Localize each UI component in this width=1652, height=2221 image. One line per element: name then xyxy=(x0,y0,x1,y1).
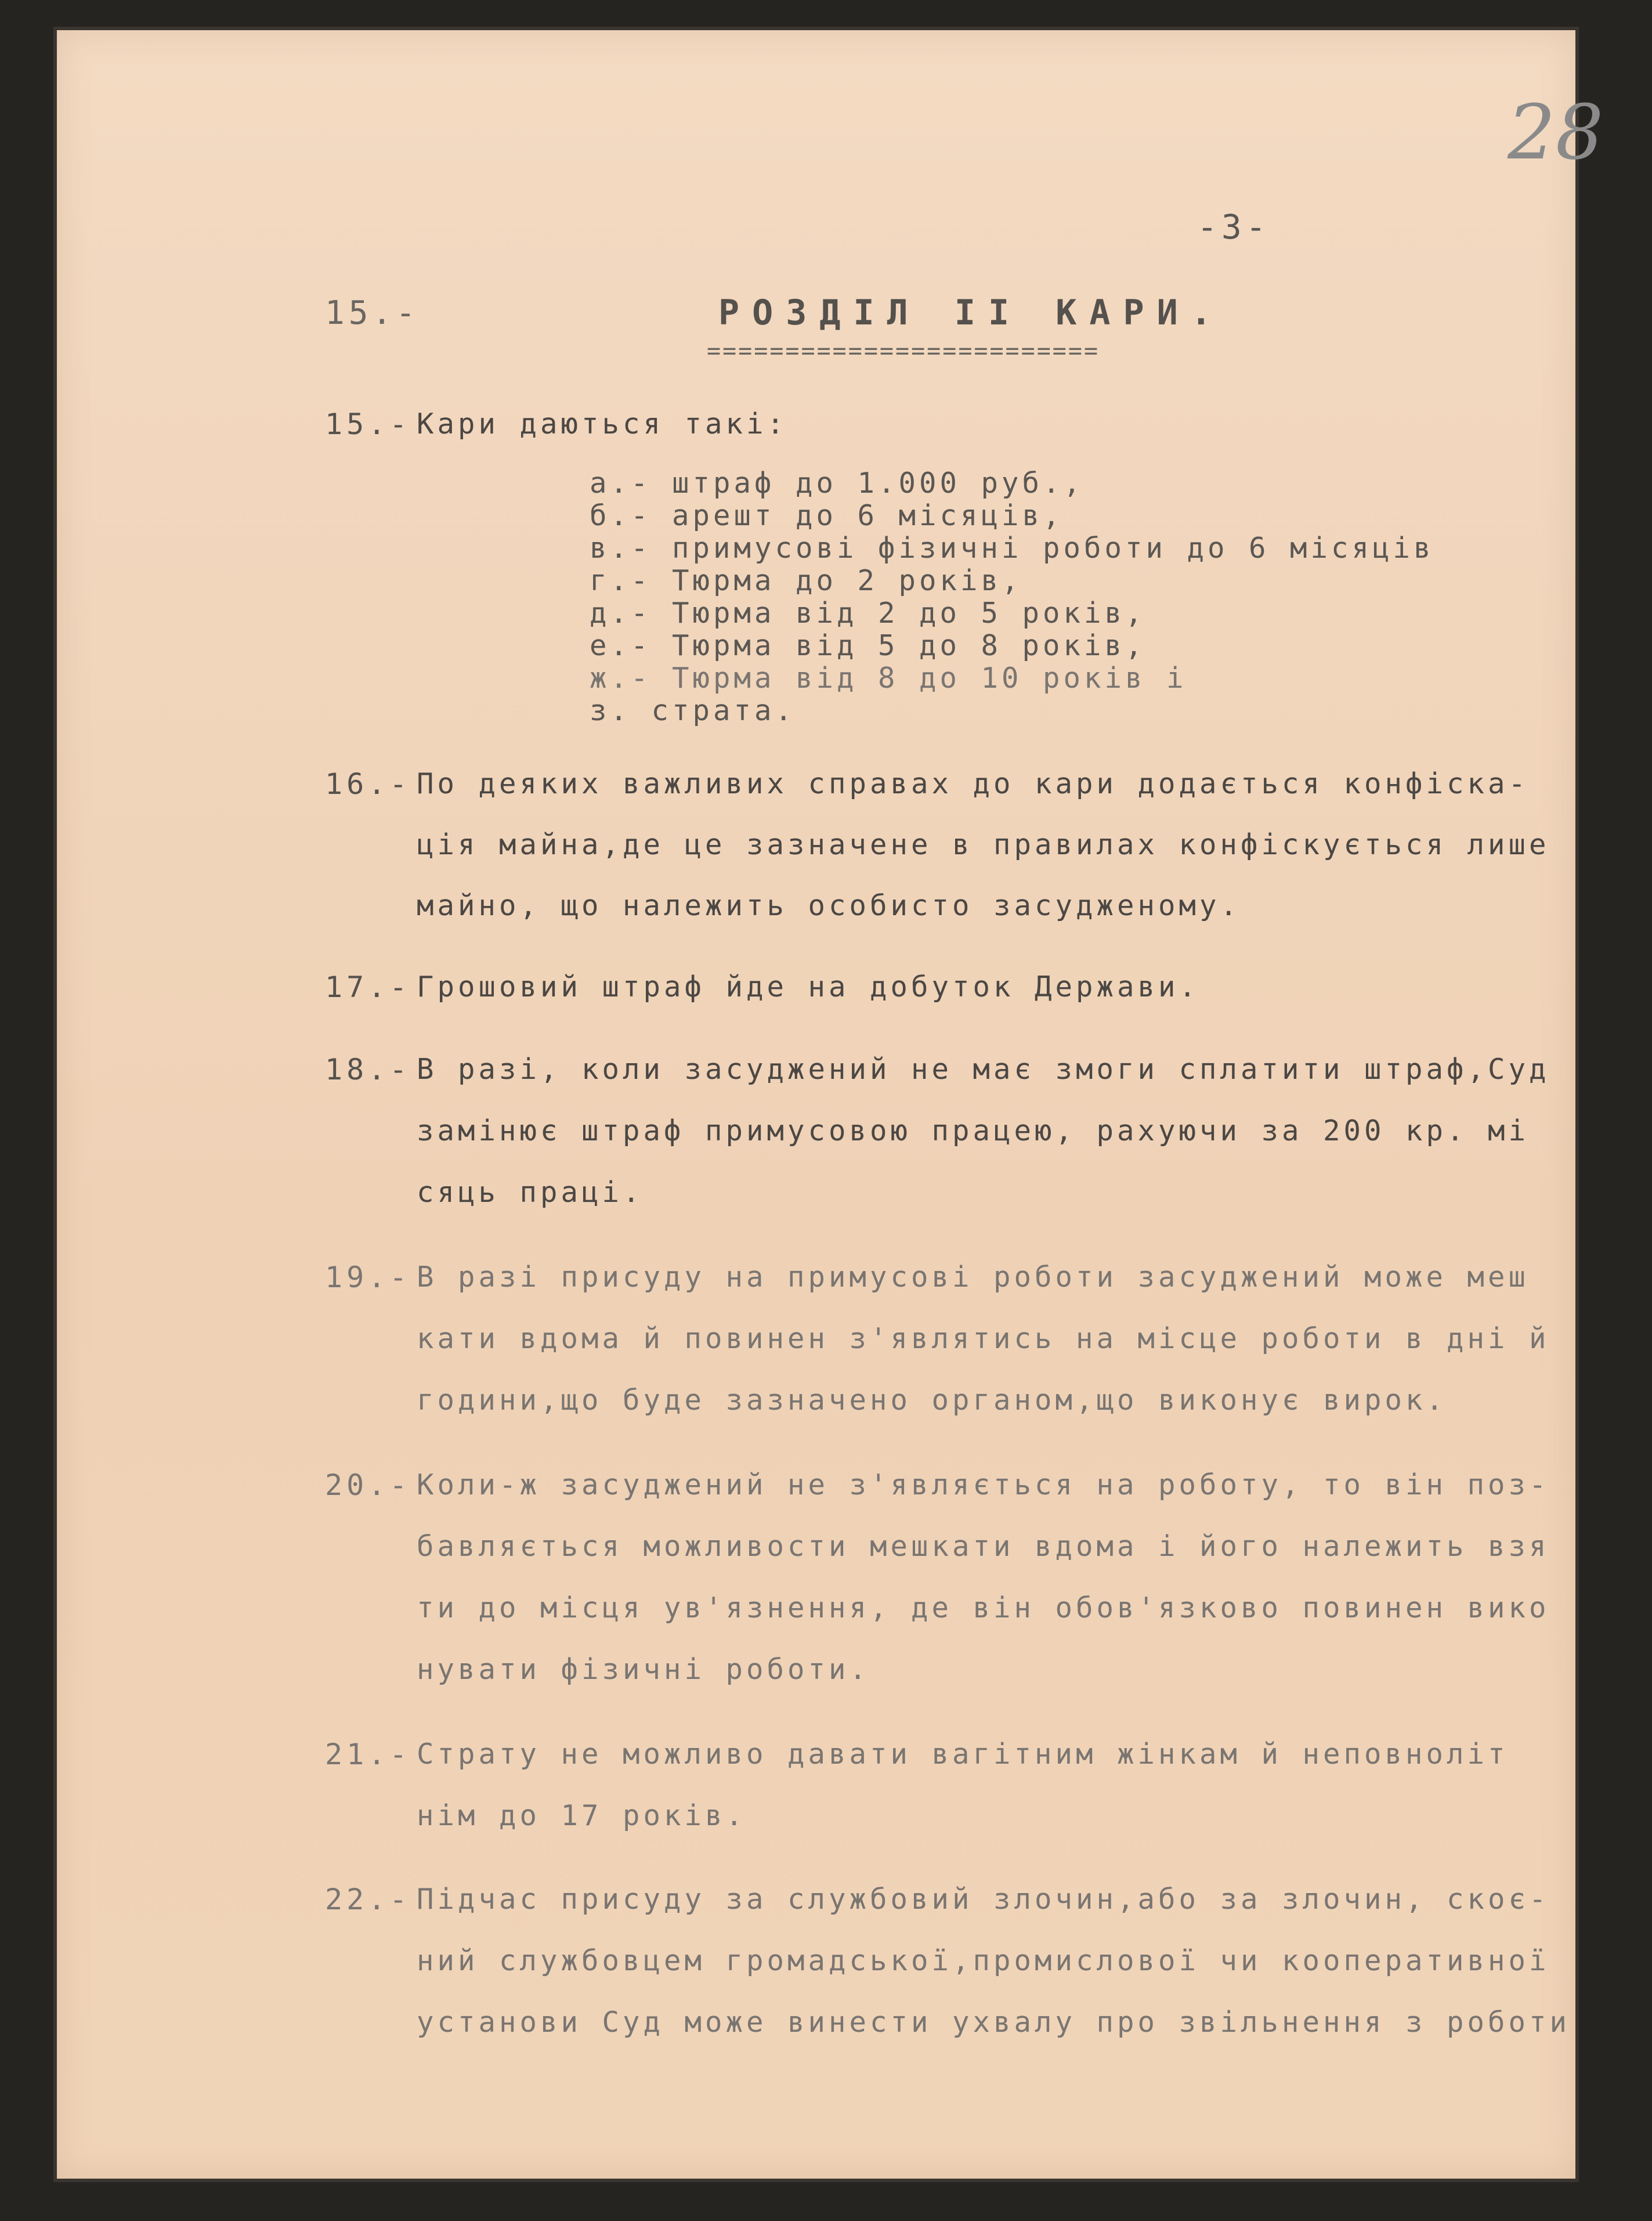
list-item: г.- Тюрма до 2 років, xyxy=(590,564,1022,597)
paragraph-line: нім до 17 років. xyxy=(417,1799,747,1832)
paragraph-line: В разі, коли засуджений не має змоги сплатити штраф,Суд xyxy=(417,1053,1550,1086)
list-item: а.- штраф до 1.000 руб., xyxy=(590,467,1085,500)
paragraph-line: нувати фізичні роботи. xyxy=(417,1653,870,1686)
paragraph-line: замінює штраф примусовою працею, рахуючи за 200 кр. мі xyxy=(417,1114,1530,1147)
paragraph-line: ний службовцем громадської,промислової чи кооперативної xyxy=(417,1944,1550,1977)
document-sheet xyxy=(57,30,1604,2179)
paragraph-number: 15.- xyxy=(325,407,411,441)
archive-sheet-number: 28 xyxy=(1508,88,1604,176)
paragraph-line: ція майна,де це зазначене в правилах конфіскується лише xyxy=(417,828,1550,861)
list-item: е.- Тюрма від 5 до 8 років, xyxy=(590,629,1146,662)
paragraph-line: ти до місця ув'язнення, де він обов'язково повинен вико xyxy=(417,1591,1550,1624)
section-number: 15.- xyxy=(325,294,420,332)
paragraph-line: установи Суд може винести ухвалу про звільнення з роботи xyxy=(417,2006,1571,2039)
paragraph-number: 17.- xyxy=(325,970,411,1004)
list-item: з. страта. xyxy=(590,694,796,727)
page-number: -3- xyxy=(1197,207,1270,247)
paragraph-line: сяць праці. xyxy=(417,1176,644,1209)
list-item: ж.- Тюрма від 8 до 10 років і xyxy=(590,662,1187,695)
paragraph-line: майно, що належить особисто засудженому. xyxy=(417,889,1241,922)
list-item: б.- арешт до 6 місяців, xyxy=(590,499,1064,532)
section-title: РОЗДІЛ II КАРИ. xyxy=(718,292,1224,333)
title-underline: ========================= xyxy=(707,338,1100,364)
paragraph-line: По деяких важливих справах до кари додається конфіска- xyxy=(417,767,1530,800)
paragraph-line: бавляється можливости мешкати вдома і його належить взя xyxy=(417,1530,1550,1563)
paragraph-line: Підчас присуду за службовий злочин,або за злочин, скоє- xyxy=(417,1883,1550,1916)
list-item: в.- примусові фізичні роботи до 6 місяців xyxy=(590,532,1434,565)
paragraph-line: Кари даються такі: xyxy=(417,407,788,440)
paragraph-line: В разі присуду на примусові роботи засуджений може меш xyxy=(417,1261,1530,1294)
paragraph-number: 16.- xyxy=(325,767,411,801)
paragraph-line: Страту не можливо давати вагітним жінкам й неповноліт xyxy=(417,1738,1509,1771)
paragraph-line: Грошовий штраф йде на добуток Держави. xyxy=(417,970,1200,1003)
paragraph-line: кати вдома й повинен з'являтись на місце роботи в дні й xyxy=(417,1322,1550,1355)
paragraph-number: 21.- xyxy=(325,1738,411,1771)
paragraph-number: 18.- xyxy=(325,1053,411,1086)
list-item: д.- Тюрма від 2 до 5 років, xyxy=(590,597,1146,630)
paragraph-number: 22.- xyxy=(325,1883,411,1916)
paragraph-number: 20.- xyxy=(325,1468,411,1502)
paragraph-number: 19.- xyxy=(325,1261,411,1294)
paragraph-line: Коли-ж засуджений не з'являється на роботу, то він поз- xyxy=(417,1468,1550,1501)
paragraph-line: години,що буде зазначено органом,що виконує вирок. xyxy=(417,1384,1447,1417)
